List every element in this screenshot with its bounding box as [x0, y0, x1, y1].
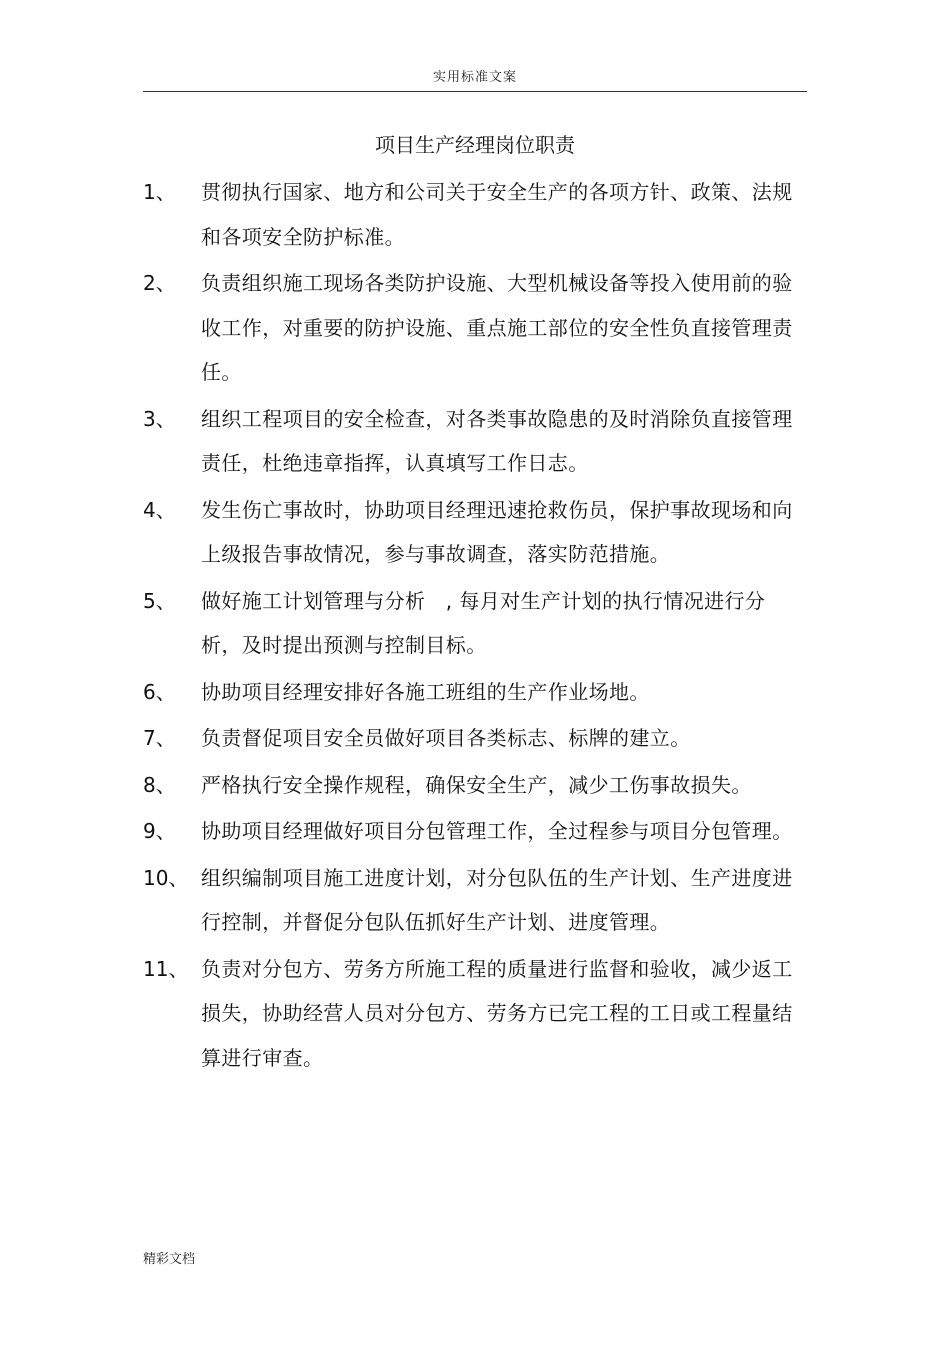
item-number: 4、	[143, 497, 176, 522]
document-title: 项目生产经理岗位职责	[375, 133, 575, 157]
item-text: 负责组织施工现场各类防护设施、大型机械设备等投入使用前的验收工作，对重要的防护设施、重点施工部位的安全性负直接管理责任。	[201, 271, 793, 384]
header-divider	[143, 91, 807, 92]
item-text: 组织工程项目的安全检查，对各类事故隐患的及时消除负直接管理责任，杜绝违章指挥，认真填写工作日志。	[201, 406, 793, 475]
list-item	[143, 763, 803, 808]
list-item	[143, 397, 803, 486]
item-number: 7、	[143, 726, 176, 750]
item-text: 严格执行安全操作规程，确保安全生产，减少工伤事故损失。	[201, 772, 752, 797]
item-text: 组织编制项目施工进度计划，对分包队伍的生产计划、生产进度进行控制，并督促分包队伍抓好生产计划、进度管理。	[201, 865, 793, 934]
item-text: 负责督促项目安全员做好项目各类标志、标牌的建立。	[201, 726, 691, 750]
list-item	[143, 809, 803, 854]
item-number: 2、	[143, 271, 176, 295]
item-number: 8、	[143, 772, 176, 797]
item-text: 负责对分包方、劳务方所施工程的质量进行监督和验收，减少返工损失，协助经营人员对分包方、劳务方已完工程的工日或工程量结算进行审查。	[201, 956, 793, 1070]
item-number: 1、	[143, 180, 176, 204]
list-item	[143, 670, 803, 715]
item-number: 5、	[143, 588, 176, 613]
item-number: 3、	[143, 406, 176, 431]
item-text: 做好施工计划管理与分析 , 每月对生产计划的执行情况进行分析，及时提出预测与控制目标。	[201, 588, 766, 657]
item-text: 协助项目经理安排好各施工班组的生产作业场地。	[201, 679, 650, 704]
item-number: 9、	[143, 819, 176, 843]
item-number: 10、	[143, 865, 189, 890]
list-item	[143, 716, 803, 761]
duty-list	[143, 170, 803, 1082]
item-number: 6、	[143, 679, 176, 704]
list-item	[143, 856, 803, 945]
page-header: 实用标准文案	[432, 70, 517, 85]
list-item	[143, 579, 803, 668]
list-item	[143, 947, 803, 1081]
item-number: 11、	[143, 956, 189, 981]
list-item	[143, 170, 803, 259]
item-text: 贯彻执行国家、地方和公司关于安全生产的各项方针、政策、法规和各项安全防护标准。	[201, 180, 793, 249]
item-text: 发生伤亡事故时，协助项目经理迅速抢救伤员，保护事故现场和向上级报告事故情况，参与事故调查，落实防范措施。	[201, 497, 793, 566]
page-footer: 精彩文档	[143, 1252, 196, 1267]
list-item	[143, 488, 803, 577]
item-text: 协助项目经理做好项目分包管理工作，全过程参与项目分包管理。	[201, 819, 793, 843]
list-item	[143, 261, 803, 395]
